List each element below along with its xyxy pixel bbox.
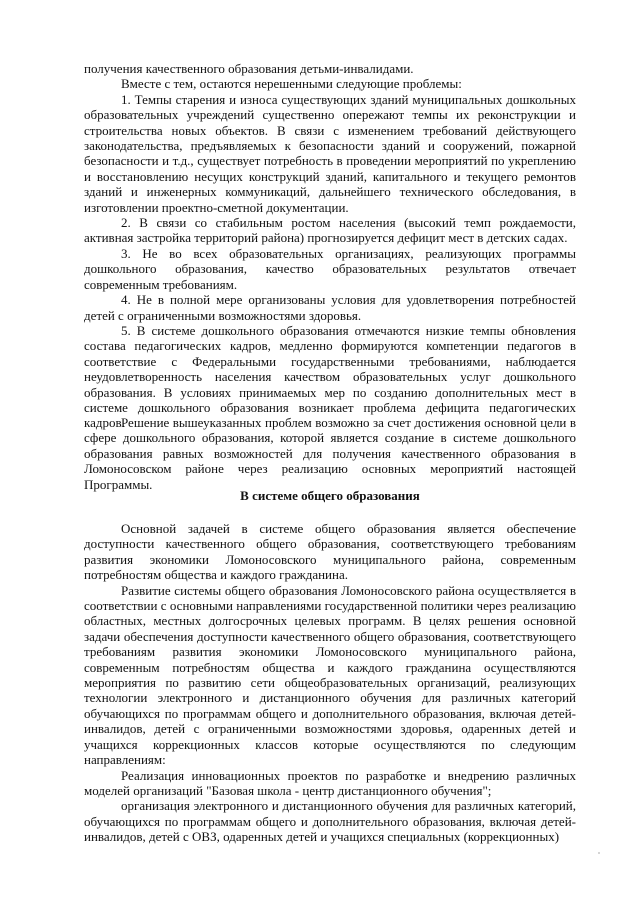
section-heading: В системе общего образования <box>240 488 420 503</box>
paragraph-innovation: Реализация инновационных проектов по разработке и внедрению различных моделей организаций "Базовая школа - центр дистанционного обучения"; <box>84 767 576 798</box>
paragraph-continuation: получения качественного образования детьми-инвалидами. <box>84 61 414 76</box>
paragraph-e-learning: организация электронного и дистанционного обучения для различных категорий, обучающихся по программам общего и дополнительного образования, включая детей-инвалидов, детей с ОВЗ, одаренных детей и учащихся специальных (коррекционных) <box>84 798 576 845</box>
paragraph-problem-3: 3. Не во всех образовательных организациях, реализующих программы дошкольного образования, качество образовательных результатов отвечает современным требованиям. <box>84 245 576 292</box>
paragraph-development: Развитие системы общего образования Ломоносовского района осуществляется в соответствии с основными направлениями государственной политики через реализацию областных, местных долгосрочных целевых программ. В целях решения основной задачи обеспечения доступности качественного общего образования, соответствующего требованиям развития экономики Ломоносовского муниципального района, современным потребностям общества и каждого гражданина осуществляются мероприятия по развитию сети общеобразовательных организаций, реализующих технологии электронного и дистанционного обучения для различных категорий обучающихся по программам общего и дополнительного образования, включая детей-инвалидов, детей с ограниченными возможностями здоровья, одаренных детей и учащихся коррекционных классов которые осуществляются по следующим направлениям: <box>84 582 576 768</box>
scan-speck <box>598 852 600 854</box>
paragraph-problem-1: 1. Темпы старения и износа существующих зданий муниципальных дошкольных образовательных учреждений существенно опережают темпы их реконструкции и строительства новых объектов. В связи с изменением требований действующего законодательства, предъявляемых к безопасности зданий и сооружений, пожарной безопасности и т.д., существует потребность в проведении мероприятий по укреплению и восстановлению несущих конструкций зданий, капитального и текущего ремонтов зданий и инженерных коммуникаций, дальнейшего технического обследования, в изготовлении проектно-сметной документации. <box>84 91 576 215</box>
general-education-section <box>84 521 576 845</box>
paragraph-problem-2: 2. В связи со стабильным ростом населения (высокий темп рождаемости, активная застройка территорий района) прогнозируется дефицит мест в детских садах. <box>84 215 576 246</box>
paragraph-solution: Решение вышеуказанных проблем возможно за счет достижения основной цели в сфере дошкольного образования, которой является создание в системе дошкольного образования равных возможностей для получения качественного образования в Ломоносовском районе через реализацию основных мероприятий настоящей Программы. <box>84 415 576 492</box>
paragraph-main-task: Основной задачей в системе общего образования является обеспечение доступности качественного общего образования, соответствующего требованиям развития экономики Ломоносовского муниципального района, современным потребностям общества и каждого гражданина. <box>84 521 576 583</box>
paragraph-problem-4: 4. Не в полной мере организованы условия для удовлетворения потребностей детей с ограниченными возможностями здоровья. <box>84 292 576 323</box>
paragraph-problem-5: 5. В системе дошкольного образования отмечаются низкие темпы обновления состава педагогических кадров, медленно формируются компетенции педагогов в соответствие с Федеральными государственными требованиями, наблюдается неудовлетворенность населения качеством образовательных услуг дошкольного образования. В условиях принимаемых мер по созданию дополнительных мест в системе дошкольного образования возникает проблема дефицита педагогических кадров. <box>84 322 576 431</box>
solution-section <box>84 415 576 492</box>
paragraph-problems-intro: Вместе с тем, остаются нерешенными следующие проблемы: <box>121 76 462 92</box>
problems-section <box>84 61 576 431</box>
